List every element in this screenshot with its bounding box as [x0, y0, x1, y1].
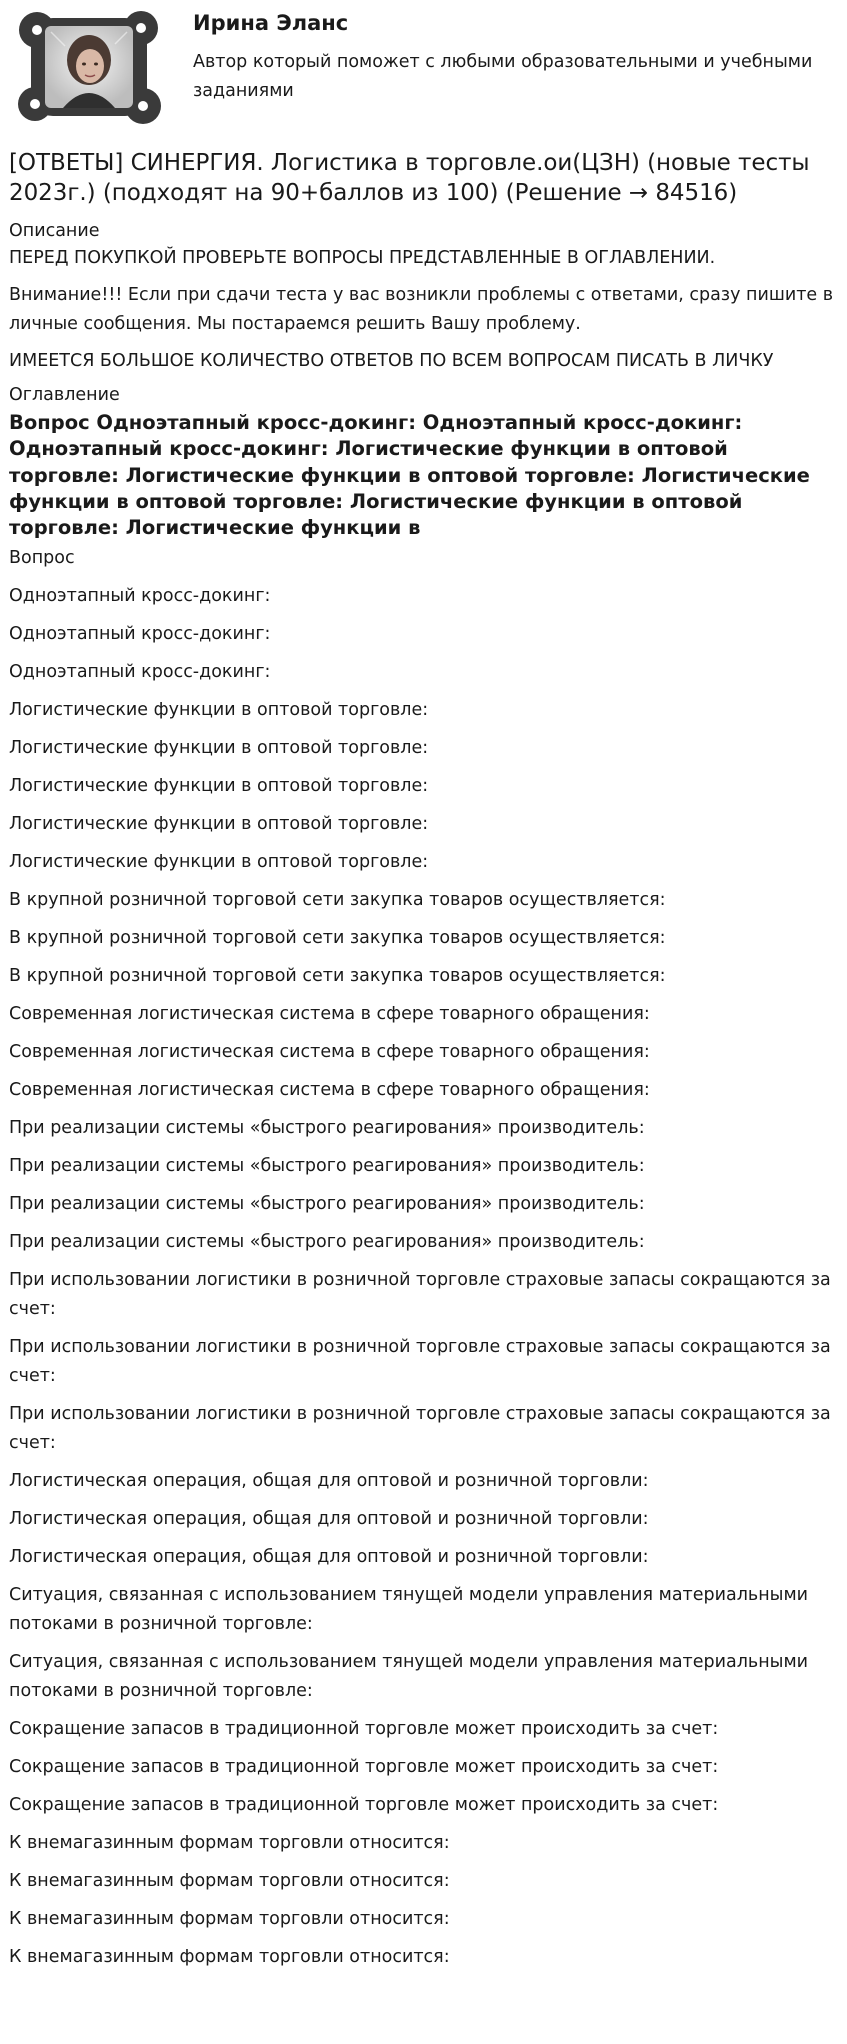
question-item: При использовании логистики в розничной торговле страховые запасы сокращаются за счет: — [9, 1270, 831, 1319]
toc-summary: Вопрос Одноэтапный кросс-докинг: Одноэтапный кросс-докинг: Одноэтапный кросс-докинг: Логистические функции в оптовой торговле: Логистические функции в оптовой торговле: Логистические функции в оптовой торговле: Логистические функции в оптовой торговле: Логистические функции в — [9, 411, 810, 540]
question-item: Современная логистическая система в сфере товарного обращения: — [9, 1004, 650, 1024]
question-item: При реализации системы «быстрого реагирования» производитель: — [9, 1156, 645, 1176]
question-item: Логистическая операция, общая для оптовой и розничной торговли: — [9, 1471, 649, 1491]
question-item: Одноэтапный кросс-докинг: — [9, 586, 271, 606]
question-item: В крупной розничной торговой сети закупка товаров осуществляется: — [9, 890, 666, 910]
question-item: Сокращение запасов в традиционной торговле может происходить за счет: — [9, 1719, 719, 1739]
question-item: К внемагазинным формам торговли относится: — [9, 1833, 450, 1853]
question-item: Ситуация, связанная с использованием тянущей модели управления материальными потоками в розничной торговле: — [9, 1652, 809, 1701]
question-item: Одноэтапный кросс-докинг: — [9, 662, 271, 682]
description-paragraph: Внимание!!! Если при сдачи теста у вас возникли проблемы с ответами, сразу пишите в личные сообщения. Мы постараемся решить Вашу проблему. — [9, 285, 834, 334]
question-item: К внемагазинным формам торговли относится: — [9, 1909, 450, 1929]
question-list — [9, 582, 838, 1972]
question-item: Логистическая операция, общая для оптовой и розничной торговли: — [9, 1547, 649, 1567]
description-body — [9, 244, 838, 376]
question-item: При реализации системы «быстрого реагирования» производитель: — [9, 1118, 645, 1138]
description-paragraph: ИМЕЕТСЯ БОЛЬШОЕ КОЛИЧЕСТВО ОТВЕТОВ ПО ВСЕМ ВОПРОСАМ ПИСАТЬ В ЛИЧКУ — [9, 351, 774, 371]
description-label: Описание — [9, 221, 100, 241]
page-title: [ОТВЕТЫ] СИНЕРГИЯ. Логистика в торговле.ои(ЦЗН) (новые тесты 2023г.) (подходят на 90+баллов из 100) (Решение → 84516) — [9, 150, 810, 206]
question-heading: Вопрос — [9, 548, 75, 568]
question-item: При использовании логистики в розничной торговле страховые запасы сокращаются за счет: — [9, 1404, 831, 1453]
question-item: Логистические функции в оптовой торговле: — [9, 814, 429, 834]
question-item: Логистические функции в оптовой торговле: — [9, 738, 429, 758]
question-item: Логистические функции в оптовой торговле: — [9, 776, 429, 796]
question-item: Одноэтапный кросс-докинг: — [9, 624, 271, 644]
author-description: Автор который поможет с любыми образовательными и учебными заданиями — [193, 52, 813, 101]
question-item: Ситуация, связанная с использованием тянущей модели управления материальными потоками в розничной торговле: — [9, 1585, 809, 1634]
question-item: В крупной розничной торговой сети закупка товаров осуществляется: — [9, 928, 666, 948]
question-item: Современная логистическая система в сфере товарного обращения: — [9, 1080, 650, 1100]
question-item: Логистические функции в оптовой торговле: — [9, 700, 429, 720]
author-avatar[interactable] — [17, 8, 161, 126]
question-item: В крупной розничной торговой сети закупка товаров осуществляется: — [9, 966, 666, 986]
question-item: Сокращение запасов в традиционной торговле может происходить за счет: — [9, 1795, 719, 1815]
question-item: Логистические функции в оптовой торговле: — [9, 852, 429, 872]
question-item: При реализации системы «быстрого реагирования» производитель: — [9, 1232, 645, 1252]
author-name[interactable]: Ирина Эланс — [193, 11, 349, 35]
question-item: К внемагазинным формам торговли относится: — [9, 1871, 450, 1891]
question-item: При использовании логистики в розничной торговле страховые запасы сокращаются за счет: — [9, 1337, 831, 1386]
author-header — [9, 0, 838, 130]
question-item: К внемагазинным формам торговли относится: — [9, 1947, 450, 1967]
question-item: При реализации системы «быстрого реагирования» производитель: — [9, 1194, 645, 1214]
toc-label: Оглавление — [9, 385, 120, 405]
question-item: Логистическая операция, общая для оптовой и розничной торговли: — [9, 1509, 649, 1529]
description-paragraph: ПЕРЕД ПОКУПКОЙ ПРОВЕРЬТЕ ВОПРОСЫ ПРЕДСТАВЛЕННЫЕ В ОГЛАВЛЕНИИ. — [9, 248, 716, 268]
question-item: Сокращение запасов в традиционной торговле может происходить за счет: — [9, 1757, 719, 1777]
question-item: Современная логистическая система в сфере товарного обращения: — [9, 1042, 650, 1062]
